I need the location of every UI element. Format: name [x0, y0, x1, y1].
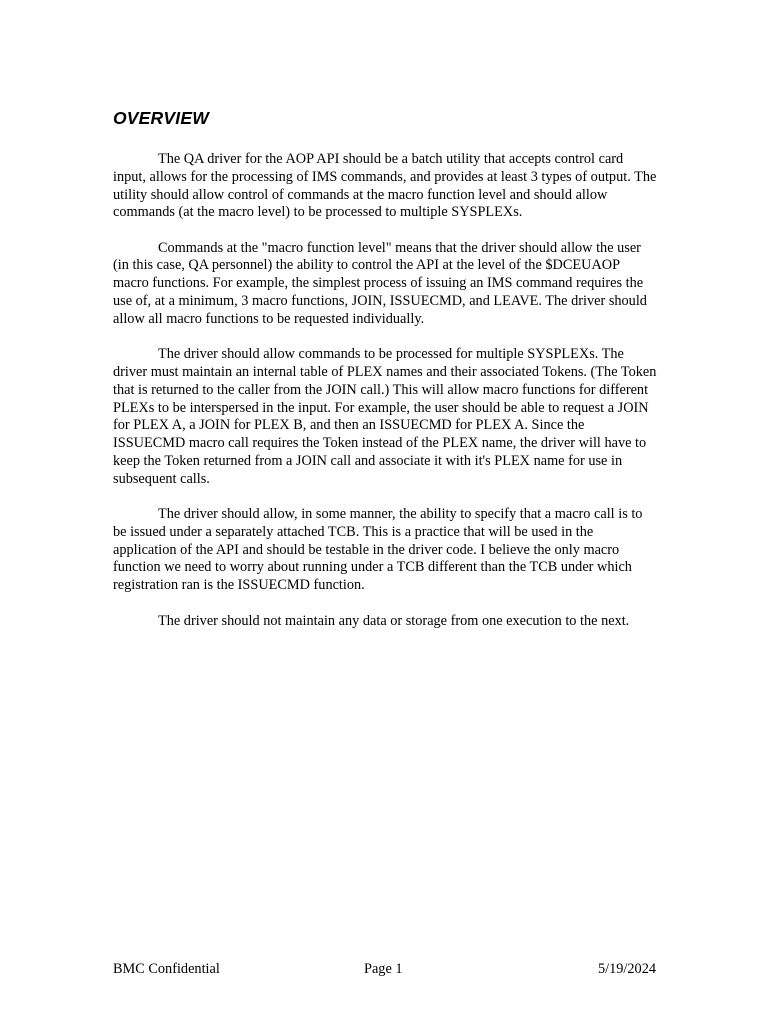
section-heading: OVERVIEW — [113, 108, 209, 128]
document-body — [113, 151, 658, 648]
paragraph: The driver should allow commands to be processed for multiple SYSPLEXs. The driver must maintain an internal table of PLEX names and their associated Tokens. (The Token that is returned to the caller from the JOIN call.) This will allow macro functions for different PLEXs to be interspersed in the input. For example, the user should be able to request a JOIN for PLEX A, a JOIN for PLEX B, and then an ISSUECMD for PLEX A. Since the ISSUECMD macro call requires the Token instead of the PLEX name, the driver will have to keep the Token returned from a JOIN call and associate it with it's PLEX name for use in subsequent calls. — [113, 346, 657, 487]
paragraph: The driver should allow, in some manner, the ability to specify that a macro call is to be issued under a separately attached TCB. This is a practice that will be used in the application of the API and should be testable in the driver code. I believe the only macro function we need to worry about running under a TCB different than the TCB under which registration ran is the ISSUECMD function. — [113, 506, 643, 594]
footer-date: 5/19/2024 — [598, 961, 656, 977]
paragraph: The driver should not maintain any data or storage from one execution to the next. — [158, 612, 630, 629]
footer-confidential-label: BMC Confidential — [113, 961, 220, 977]
paragraph: The QA driver for the AOP API should be a batch utility that accepts control card input, allows for the processing of IMS commands, and provides at least 3 types of output. The utility should allow control of commands at the macro function level and should allow commands (at the macro level) to be processed to multiple SYSPLEXs. — [113, 151, 657, 221]
page-footer — [113, 960, 656, 978]
paragraph: Commands at the "macro function level" means that the driver should allow the user (in this case, QA personnel) the ability to control the API at the level of the $DCEUAOP macro functions. For example, the simplest process of issuing an IMS command requires the use of, at a minimum, 3 macro functions, JOIN, ISSUECMD, and LEAVE. The driver should allow all macro functions to be requested individually. — [113, 239, 647, 327]
footer-page-number: Page 1 — [364, 961, 403, 977]
